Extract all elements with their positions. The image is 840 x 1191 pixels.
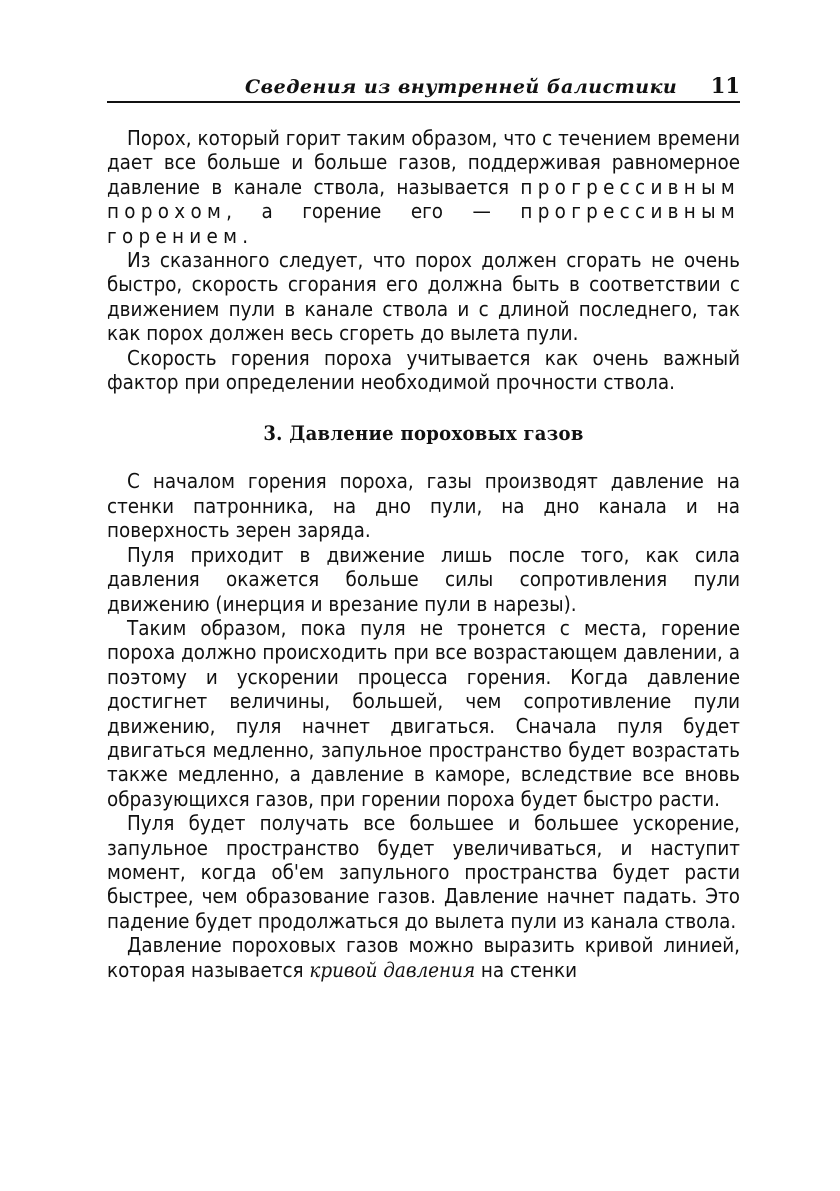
spaced-term: прогрессивным порохом [107, 174, 740, 224]
text-run: . [242, 223, 249, 248]
text-run: , а горение его — [226, 199, 521, 224]
text-run: Давление пороховых газов можно выразить кривой линией, которая называется [107, 933, 740, 982]
text-run: на стенки [475, 957, 578, 982]
paragraph: Скорость горения пороха учитывается как очень важный фактор при определении необходимой прочности ствола. [107, 345, 740, 395]
header-rule [107, 101, 740, 103]
running-head-title: Сведения из внутренней балистики [245, 76, 678, 98]
paragraph: Пуля приходит в движение лишь после того, как сила давления окажется больше силы сопротивления пули движению (инерция и врезание пули в нарезы). [107, 542, 740, 616]
text-run: Порох, который горит таким образом, что с течением времени дает все больше и больше газов, поддерживая равномерное давление в канале ствола, называется [107, 126, 740, 199]
section-heading: 3. Давление пороховых газов [263, 421, 584, 446]
italic-term: кривой давления [309, 957, 476, 982]
paragraph [107, 126, 740, 248]
paragraph: С началом горения пороха, газы производят давление на стенки патронника, на дно пули, на дно канала и на поверхность зерен заряда. [107, 469, 740, 543]
page-number: 11 [710, 73, 740, 98]
running-head [107, 70, 740, 98]
spaced-term: прогрессивным горением [107, 199, 740, 248]
paragraph: Таким образом, пока пуля не тронется с места, горение пороха должно происходить при все возрастающем давлении, а поэтому и ускорении процесса горения. Когда давление достигнет величины, большей, чем сопротивление пули движению, пуля начнет двигаться. Сначала пуля будет двигаться медленно, запульное пространство будет возрастать также медленно, а давление в каморе, вследствие все вновь образующихся газов, при горении пороха будет быстро расти. [107, 615, 740, 811]
body-text [107, 126, 740, 982]
paragraph [107, 933, 740, 982]
paragraph: Пуля будет получать все большее и большее ускорение, запульное пространство будет увеличиваться, и наступит момент, когда об'ем запульного пространства будет расти быстрее, чем образование газов. Давление начнет падать. Это падение будет продолжаться до вылета пули из канала ствола. [107, 811, 740, 933]
paragraph: Из сказанного следует, что порох должен сгорать не очень быстро, скорость сгорания его должна быть в соответствии с движением пули в канале ствола и с длиной последнего, так как порох должен весь сгореть до вылета пули. [107, 248, 740, 346]
